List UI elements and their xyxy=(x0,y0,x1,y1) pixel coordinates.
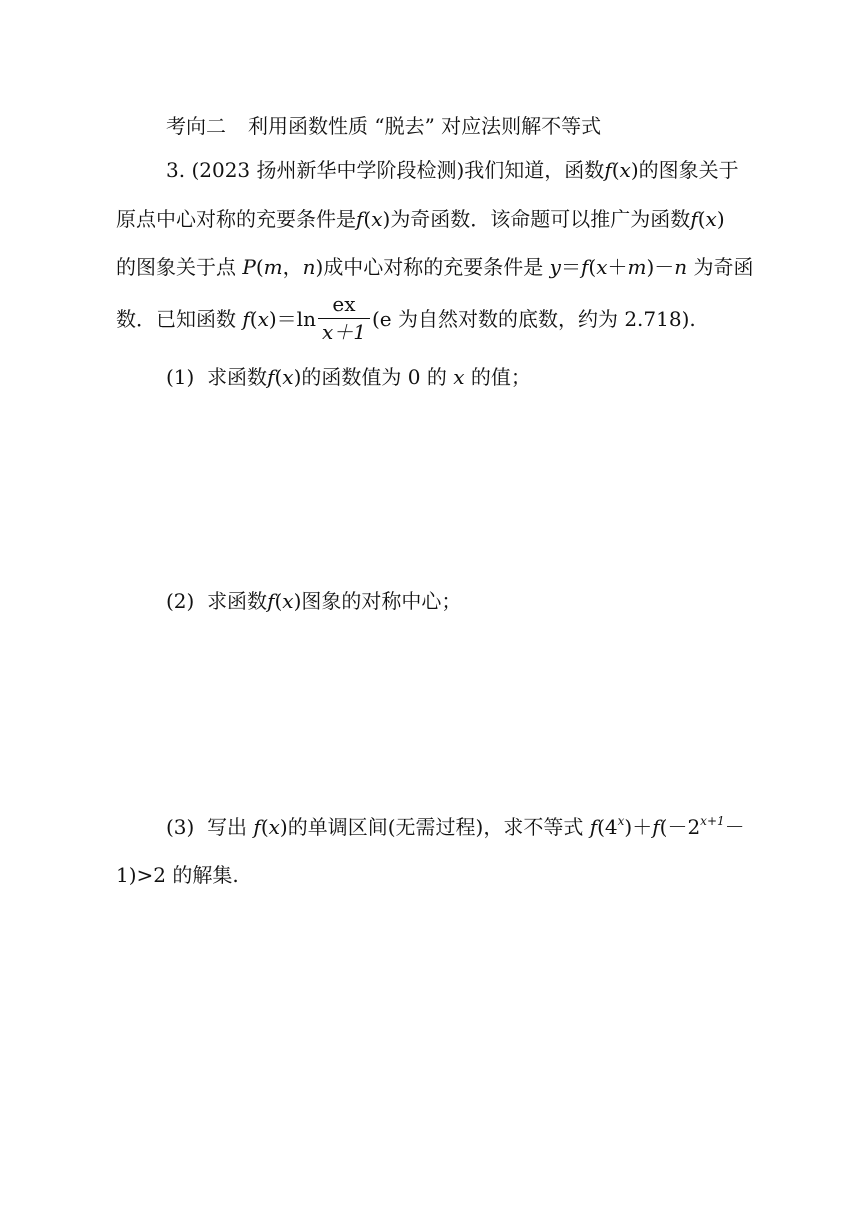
part-1-text-c: 的值； xyxy=(470,365,531,389)
math-f: f xyxy=(267,365,275,389)
math-x: x xyxy=(282,365,294,389)
problem-line-1: 3. (2023 扬州新华中学阶段检测)我们知道，函数f(x)的图象关于 xyxy=(166,158,739,182)
fraction-numerator: ex xyxy=(318,294,370,319)
problem-intro-tail: 的图象关于 xyxy=(638,158,739,182)
part-3-text-d: )＋ xyxy=(624,815,653,839)
question-part-3: (3) 写出 f(x)的单调区间(无需过程)，求不等式 $f(4^x)+f(-2^{x+1}-$ xyxy=(166,814,745,839)
math-y: y xyxy=(549,255,561,279)
fraction-denominator: x＋1 xyxy=(321,320,366,344)
section-heading xyxy=(166,116,601,136)
part-3-text-b: 的单调区间(无需过程)，求不等式 xyxy=(287,815,584,839)
part-3-line-2: 1)>2 的解集. xyxy=(116,863,239,887)
question-part-3-continued xyxy=(116,865,239,885)
part-1-label: (1) xyxy=(166,365,195,389)
question-part-1: (1) 求函数f(x)的函数值为 0 的 x 的值； xyxy=(166,365,531,389)
problem-line3-text-a: 的图象关于点 xyxy=(116,255,236,279)
part-3-text-e: (－2 xyxy=(659,815,701,839)
problem-line3-text-b: 成中心对称的充要条件是 xyxy=(323,255,544,279)
math-n: n xyxy=(302,255,316,279)
math-P: P xyxy=(242,255,256,279)
part-2-text-b: 图象的对称中心； xyxy=(301,589,462,613)
part-3-text-a: 写出 xyxy=(207,815,248,839)
problem-line-2: 原点中心对称的充要条件是f(x)为奇函数．该命题可以推广为函数f(x) xyxy=(116,207,725,231)
part-3-label: (3) xyxy=(166,815,195,839)
math-f: f xyxy=(267,589,275,613)
fraction-ex-over-x-plus-1 xyxy=(318,294,370,343)
section-title: 利用函数性质 “脱去” 对应法则解不等式 xyxy=(248,114,602,138)
problem-line-3: 的图象关于点 P(m，n)成中心对称的充要条件是 y＝f(x＋m)－n 为奇函 xyxy=(116,255,754,279)
problem-line2-text-a: 原点中心对称的充要条件是 xyxy=(116,207,356,231)
section-label: 考向二 xyxy=(166,114,226,138)
math-f: f xyxy=(604,158,612,182)
math-x: x xyxy=(268,815,280,839)
math-x: x xyxy=(705,207,717,231)
math-f: f xyxy=(356,207,364,231)
math-x: x xyxy=(257,307,269,331)
question-part-2: (2) 求函数f(x)图象的对称中心； xyxy=(166,589,462,613)
math-x: x xyxy=(619,158,631,182)
math-f: f xyxy=(589,815,598,839)
exponent-x: x xyxy=(617,814,625,828)
math-x: x xyxy=(596,255,608,279)
problem-line4-text-a: 数．已知函数 xyxy=(116,307,236,331)
math-f: f xyxy=(253,815,261,839)
part-3-text-c: (4 xyxy=(597,815,618,839)
part-1-text-b: 的函数值为 0 的 xyxy=(301,365,447,389)
problem-line3-text-c: 为奇函 xyxy=(693,255,754,279)
math-m: m xyxy=(263,255,283,279)
math-m: m xyxy=(627,255,647,279)
math-x: x xyxy=(282,589,294,613)
part-3-text-f: － xyxy=(724,815,745,839)
problem-line-4: 数．已知函数 f(x)＝ln $\frac{ex}{x+1}$ (e 为自然对数的底数，约为 2.718). xyxy=(116,292,696,344)
math-ln: ＝ln xyxy=(276,307,316,331)
math-x: x xyxy=(371,207,383,231)
math-f: f xyxy=(652,815,660,839)
math-f: f xyxy=(690,207,698,231)
part-2-text-a: 求函数 xyxy=(207,589,268,613)
problem-line4-text-b: (e 为自然对数的底数，约为 2.718). xyxy=(371,307,696,331)
part-2-label: (2) xyxy=(166,589,195,613)
exponent-x-plus-1: x+1 xyxy=(700,814,725,828)
math-f: f xyxy=(242,307,250,331)
part-1-text-a: 求函数 xyxy=(207,365,268,389)
problem-intro-text: 3. (2023 扬州新华中学阶段检测)我们知道，函数 xyxy=(166,158,605,182)
math-x: x xyxy=(453,365,465,389)
problem-line2-text-b: 为奇函数．该命题可以推广为函数 xyxy=(390,207,691,231)
math-f: f xyxy=(580,255,589,279)
math-n: n xyxy=(674,255,688,279)
